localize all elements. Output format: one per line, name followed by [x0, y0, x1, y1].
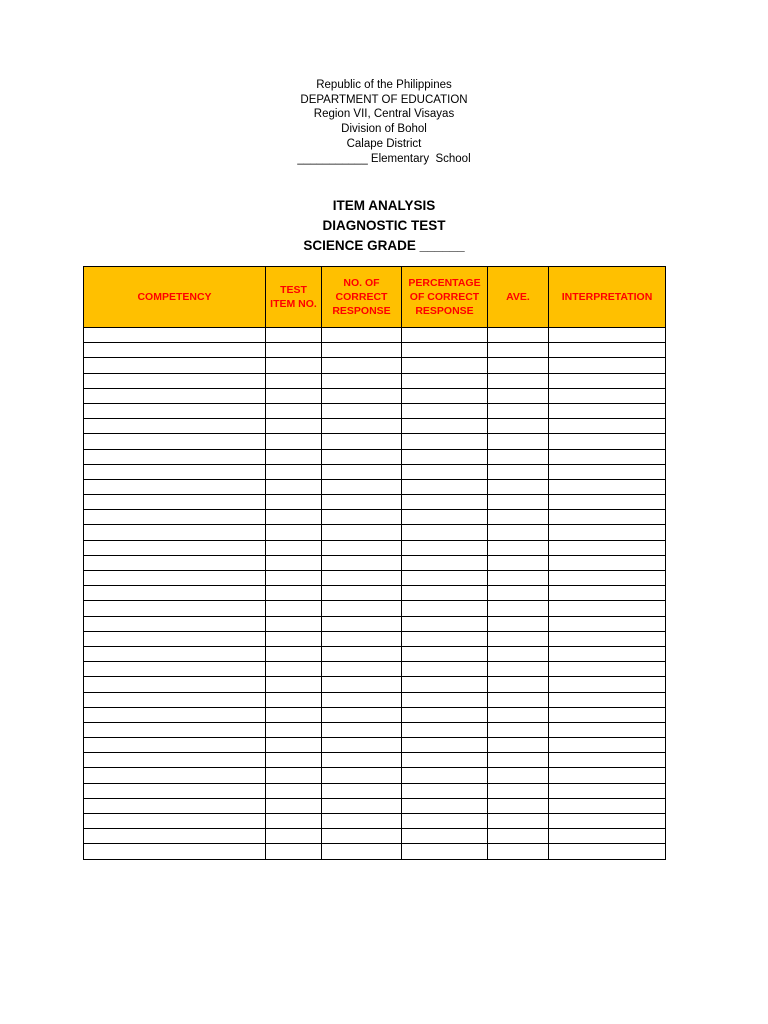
table-cell[interactable]: [322, 722, 402, 737]
table-cell[interactable]: [84, 525, 266, 540]
table-row: [84, 403, 666, 418]
table-cell[interactable]: [266, 373, 322, 388]
table-cell[interactable]: [549, 419, 666, 434]
table-cell[interactable]: [322, 707, 402, 722]
table-cell[interactable]: [266, 510, 322, 525]
col-header-interpretation: INTERPRETATION: [549, 267, 666, 328]
table-cell[interactable]: [402, 555, 488, 570]
table-cell[interactable]: [84, 555, 266, 570]
table-cell[interactable]: [322, 449, 402, 464]
table-cell[interactable]: [322, 586, 402, 601]
letterhead-department: DEPARTMENT OF EDUCATION: [300, 93, 468, 106]
table-row: [84, 814, 666, 829]
table-cell[interactable]: [402, 540, 488, 555]
table-row: [84, 586, 666, 601]
table-row: [84, 677, 666, 692]
table-row: [84, 434, 666, 449]
table-cell[interactable]: [488, 707, 549, 722]
table-body: [84, 328, 666, 860]
table-cell[interactable]: [488, 373, 549, 388]
item-analysis-table: [83, 266, 666, 860]
table-cell[interactable]: [402, 722, 488, 737]
table-cell[interactable]: [549, 571, 666, 586]
table-row: [84, 343, 666, 358]
table-cell[interactable]: [84, 510, 266, 525]
table-cell[interactable]: [84, 631, 266, 646]
table-cell[interactable]: [322, 510, 402, 525]
table-cell[interactable]: [266, 571, 322, 586]
table-cell[interactable]: [488, 525, 549, 540]
table-row: [84, 692, 666, 707]
table-cell[interactable]: [266, 540, 322, 555]
table-cell[interactable]: [266, 419, 322, 434]
table-cell[interactable]: [322, 479, 402, 494]
title-diagnostic-test: DIAGNOSTIC TEST: [322, 218, 446, 233]
letterhead: [0, 78, 768, 166]
table-cell[interactable]: [402, 631, 488, 646]
table-cell[interactable]: [84, 768, 266, 783]
table-cell[interactable]: [402, 586, 488, 601]
table-cell[interactable]: [322, 646, 402, 661]
table-cell[interactable]: [488, 343, 549, 358]
table-cell[interactable]: [84, 495, 266, 510]
table-cell[interactable]: [402, 525, 488, 540]
table-cell[interactable]: [322, 829, 402, 844]
table-cell[interactable]: [266, 829, 322, 844]
table-cell[interactable]: [549, 631, 666, 646]
table-row: [84, 753, 666, 768]
table-cell[interactable]: [488, 783, 549, 798]
table-cell[interactable]: [549, 722, 666, 737]
table-cell[interactable]: [84, 616, 266, 631]
table-cell[interactable]: [488, 768, 549, 783]
table-cell[interactable]: [549, 343, 666, 358]
table-cell[interactable]: [402, 662, 488, 677]
table-cell[interactable]: [322, 388, 402, 403]
table-cell[interactable]: [402, 768, 488, 783]
table-cell[interactable]: [549, 434, 666, 449]
table-cell[interactable]: [402, 343, 488, 358]
table-cell[interactable]: [322, 464, 402, 479]
table-row: [84, 419, 666, 434]
letterhead-region: Region VII, Central Visayas: [313, 108, 455, 121]
table-cell[interactable]: [488, 586, 549, 601]
table-cell[interactable]: [322, 692, 402, 707]
table-cell[interactable]: [84, 798, 266, 813]
table-cell[interactable]: [549, 403, 666, 418]
table-cell[interactable]: [488, 814, 549, 829]
table-cell[interactable]: [488, 328, 549, 343]
table-cell[interactable]: [266, 707, 322, 722]
table-cell[interactable]: [266, 403, 322, 418]
table-cell[interactable]: [402, 692, 488, 707]
table-cell[interactable]: [549, 388, 666, 403]
table-cell[interactable]: [549, 844, 666, 859]
table-cell[interactable]: [322, 601, 402, 616]
table-cell[interactable]: [266, 479, 322, 494]
table-cell[interactable]: [549, 829, 666, 844]
table-row: [84, 707, 666, 722]
table-row: [84, 571, 666, 586]
table-cell[interactable]: [84, 479, 266, 494]
table-cell[interactable]: [488, 753, 549, 768]
table-cell[interactable]: [84, 814, 266, 829]
col-header-percentage-of-correct-response: PERCENTAGE OF CORRECT RESPONSE: [402, 267, 488, 328]
table-cell[interactable]: [488, 631, 549, 646]
table-cell[interactable]: [266, 814, 322, 829]
table-cell[interactable]: [488, 829, 549, 844]
table-cell[interactable]: [488, 738, 549, 753]
table-row: [84, 646, 666, 661]
table-cell[interactable]: [84, 586, 266, 601]
table-cell[interactable]: [84, 783, 266, 798]
table-cell[interactable]: [402, 419, 488, 434]
table-cell[interactable]: [322, 571, 402, 586]
table-cell[interactable]: [549, 662, 666, 677]
table-row: [84, 510, 666, 525]
table-row: [84, 662, 666, 677]
table-cell[interactable]: [266, 343, 322, 358]
table-cell[interactable]: [322, 434, 402, 449]
table-cell[interactable]: [402, 388, 488, 403]
table-row: [84, 464, 666, 479]
table-cell[interactable]: [402, 328, 488, 343]
table-cell[interactable]: [402, 464, 488, 479]
table-cell[interactable]: [266, 525, 322, 540]
table-cell[interactable]: [549, 677, 666, 692]
letterhead-division: Division of Bohol: [341, 123, 427, 136]
table-cell[interactable]: [488, 495, 549, 510]
table-cell[interactable]: [488, 479, 549, 494]
table-cell[interactable]: [549, 707, 666, 722]
table-cell[interactable]: [488, 555, 549, 570]
table-row: [84, 722, 666, 737]
table-cell[interactable]: [488, 798, 549, 813]
table-cell[interactable]: [322, 358, 402, 373]
table-cell[interactable]: [549, 449, 666, 464]
table-cell[interactable]: [266, 738, 322, 753]
table-cell[interactable]: [488, 844, 549, 859]
table-cell[interactable]: [402, 646, 488, 661]
table-cell[interactable]: [84, 540, 266, 555]
table-cell[interactable]: [402, 738, 488, 753]
table-cell[interactable]: [549, 510, 666, 525]
table-cell[interactable]: [322, 373, 402, 388]
table-cell[interactable]: [402, 373, 488, 388]
table-cell[interactable]: [84, 662, 266, 677]
table-cell[interactable]: [84, 434, 266, 449]
table-cell[interactable]: [84, 464, 266, 479]
table-cell[interactable]: [84, 403, 266, 418]
table-cell[interactable]: [266, 662, 322, 677]
table-cell[interactable]: [266, 434, 322, 449]
table-cell[interactable]: [549, 783, 666, 798]
table-cell[interactable]: [549, 586, 666, 601]
table-cell[interactable]: [549, 738, 666, 753]
table-cell[interactable]: [266, 388, 322, 403]
col-header-ave: AVE.: [488, 267, 549, 328]
table-cell[interactable]: [266, 783, 322, 798]
table-cell[interactable]: [488, 388, 549, 403]
table-cell[interactable]: [322, 616, 402, 631]
table-cell[interactable]: [266, 646, 322, 661]
table-cell[interactable]: [84, 373, 266, 388]
table-cell[interactable]: [402, 479, 488, 494]
table-cell[interactable]: [84, 358, 266, 373]
table-row: [84, 373, 666, 388]
table-cell[interactable]: [266, 753, 322, 768]
table-cell[interactable]: [488, 510, 549, 525]
table-cell[interactable]: [549, 768, 666, 783]
table-cell[interactable]: [549, 601, 666, 616]
table-cell[interactable]: [402, 601, 488, 616]
table-cell[interactable]: [84, 707, 266, 722]
table-cell[interactable]: [402, 571, 488, 586]
table-cell[interactable]: [488, 646, 549, 661]
table-cell[interactable]: [322, 677, 402, 692]
table-row: [84, 525, 666, 540]
table-row: [84, 388, 666, 403]
table-cell[interactable]: [322, 495, 402, 510]
table-cell[interactable]: [402, 814, 488, 829]
table-cell[interactable]: [322, 814, 402, 829]
table-cell[interactable]: [402, 677, 488, 692]
table-cell[interactable]: [549, 692, 666, 707]
table-cell[interactable]: [266, 586, 322, 601]
table-row: [84, 540, 666, 555]
table-cell[interactable]: [549, 646, 666, 661]
table-cell[interactable]: [266, 677, 322, 692]
table-cell[interactable]: [266, 692, 322, 707]
table-cell[interactable]: [266, 722, 322, 737]
table-cell[interactable]: [84, 388, 266, 403]
table-cell[interactable]: [266, 555, 322, 570]
table-cell[interactable]: [322, 343, 402, 358]
table-row: [84, 449, 666, 464]
letterhead-school: ___________ Elementary School: [297, 152, 471, 165]
table-row: [84, 328, 666, 343]
table-cell[interactable]: [402, 798, 488, 813]
table-cell[interactable]: [84, 449, 266, 464]
table-cell[interactable]: [549, 495, 666, 510]
table-row: [84, 829, 666, 844]
table-cell[interactable]: [322, 419, 402, 434]
table-cell[interactable]: [549, 616, 666, 631]
table-cell[interactable]: [322, 738, 402, 753]
table-cell[interactable]: [266, 328, 322, 343]
table-cell[interactable]: [488, 540, 549, 555]
table-cell[interactable]: [549, 555, 666, 570]
table-row: [84, 631, 666, 646]
table-cell[interactable]: [402, 510, 488, 525]
table-cell[interactable]: [549, 540, 666, 555]
table-cell[interactable]: [322, 662, 402, 677]
table-cell[interactable]: [488, 616, 549, 631]
table-cell[interactable]: [84, 677, 266, 692]
table-cell[interactable]: [402, 495, 488, 510]
table-cell[interactable]: [266, 495, 322, 510]
col-header-competency: COMPETENCY: [84, 267, 266, 328]
table-cell[interactable]: [549, 525, 666, 540]
table-cell[interactable]: [266, 616, 322, 631]
table-cell[interactable]: [488, 571, 549, 586]
table-cell[interactable]: [84, 738, 266, 753]
table-cell[interactable]: [84, 343, 266, 358]
table-cell[interactable]: [402, 707, 488, 722]
table-cell[interactable]: [549, 464, 666, 479]
table-cell[interactable]: [322, 798, 402, 813]
table-cell[interactable]: [322, 525, 402, 540]
table-cell[interactable]: [488, 358, 549, 373]
table-row: [84, 738, 666, 753]
table-cell[interactable]: [488, 662, 549, 677]
table-row: [84, 601, 666, 616]
table-cell[interactable]: [266, 768, 322, 783]
table-cell[interactable]: [488, 601, 549, 616]
table-cell[interactable]: [84, 419, 266, 434]
table-cell[interactable]: [402, 449, 488, 464]
table-row: [84, 479, 666, 494]
table-cell[interactable]: [402, 844, 488, 859]
table-cell[interactable]: [488, 464, 549, 479]
table-cell[interactable]: [322, 753, 402, 768]
table-cell[interactable]: [488, 449, 549, 464]
letterhead-republic: Republic of the Philippines: [316, 79, 452, 91]
table-cell[interactable]: [84, 753, 266, 768]
table-cell[interactable]: [402, 753, 488, 768]
table-cell[interactable]: [266, 631, 322, 646]
table-cell[interactable]: [402, 403, 488, 418]
table-cell[interactable]: [322, 783, 402, 798]
table-cell[interactable]: [322, 844, 402, 859]
table-row: [84, 616, 666, 631]
table-cell[interactable]: [488, 434, 549, 449]
table-cell[interactable]: [549, 798, 666, 813]
table-cell[interactable]: [402, 783, 488, 798]
table-cell[interactable]: [549, 814, 666, 829]
title-item-analysis: ITEM ANALYSIS: [332, 198, 436, 213]
table-cell[interactable]: [402, 616, 488, 631]
table-cell[interactable]: [322, 768, 402, 783]
table-cell[interactable]: [488, 419, 549, 434]
table-cell[interactable]: [488, 722, 549, 737]
table-cell[interactable]: [549, 479, 666, 494]
table-row: [84, 783, 666, 798]
table-cell[interactable]: [266, 798, 322, 813]
table-cell[interactable]: [402, 358, 488, 373]
table-row: [84, 768, 666, 783]
table-cell[interactable]: [84, 328, 266, 343]
table-cell[interactable]: [266, 449, 322, 464]
table-cell[interactable]: [322, 631, 402, 646]
table-cell[interactable]: [549, 373, 666, 388]
table-cell[interactable]: [322, 328, 402, 343]
table-row: [84, 358, 666, 373]
document-title: [0, 196, 768, 256]
table-cell[interactable]: [266, 358, 322, 373]
table-cell[interactable]: [84, 722, 266, 737]
table-cell[interactable]: [266, 464, 322, 479]
table-cell[interactable]: [266, 844, 322, 859]
table-cell[interactable]: [488, 403, 549, 418]
table-cell[interactable]: [84, 646, 266, 661]
table-row: [84, 844, 666, 859]
table-cell[interactable]: [402, 829, 488, 844]
table-cell[interactable]: [549, 358, 666, 373]
table-cell[interactable]: [488, 692, 549, 707]
table-cell[interactable]: [84, 601, 266, 616]
title-science-grade: SCIENCE GRADE ______: [303, 238, 465, 253]
col-header-no-of-correct-response: NO. OF CORRECT RESPONSE: [322, 267, 402, 328]
table-cell[interactable]: [84, 571, 266, 586]
table-header-row: [84, 267, 666, 328]
table-row: [84, 495, 666, 510]
table-cell[interactable]: [549, 753, 666, 768]
table-cell[interactable]: [488, 677, 549, 692]
col-header-test-item-no: TEST ITEM NO.: [266, 267, 322, 328]
table-cell[interactable]: [549, 328, 666, 343]
letterhead-district: Calape District: [346, 137, 422, 150]
table-cell[interactable]: [322, 403, 402, 418]
table-cell[interactable]: [402, 434, 488, 449]
table-row: [84, 555, 666, 570]
table-cell[interactable]: [84, 692, 266, 707]
table-cell[interactable]: [322, 540, 402, 555]
table-row: [84, 798, 666, 813]
table-cell[interactable]: [84, 844, 266, 859]
table-cell[interactable]: [84, 829, 266, 844]
table-cell[interactable]: [322, 555, 402, 570]
table-cell[interactable]: [266, 601, 322, 616]
